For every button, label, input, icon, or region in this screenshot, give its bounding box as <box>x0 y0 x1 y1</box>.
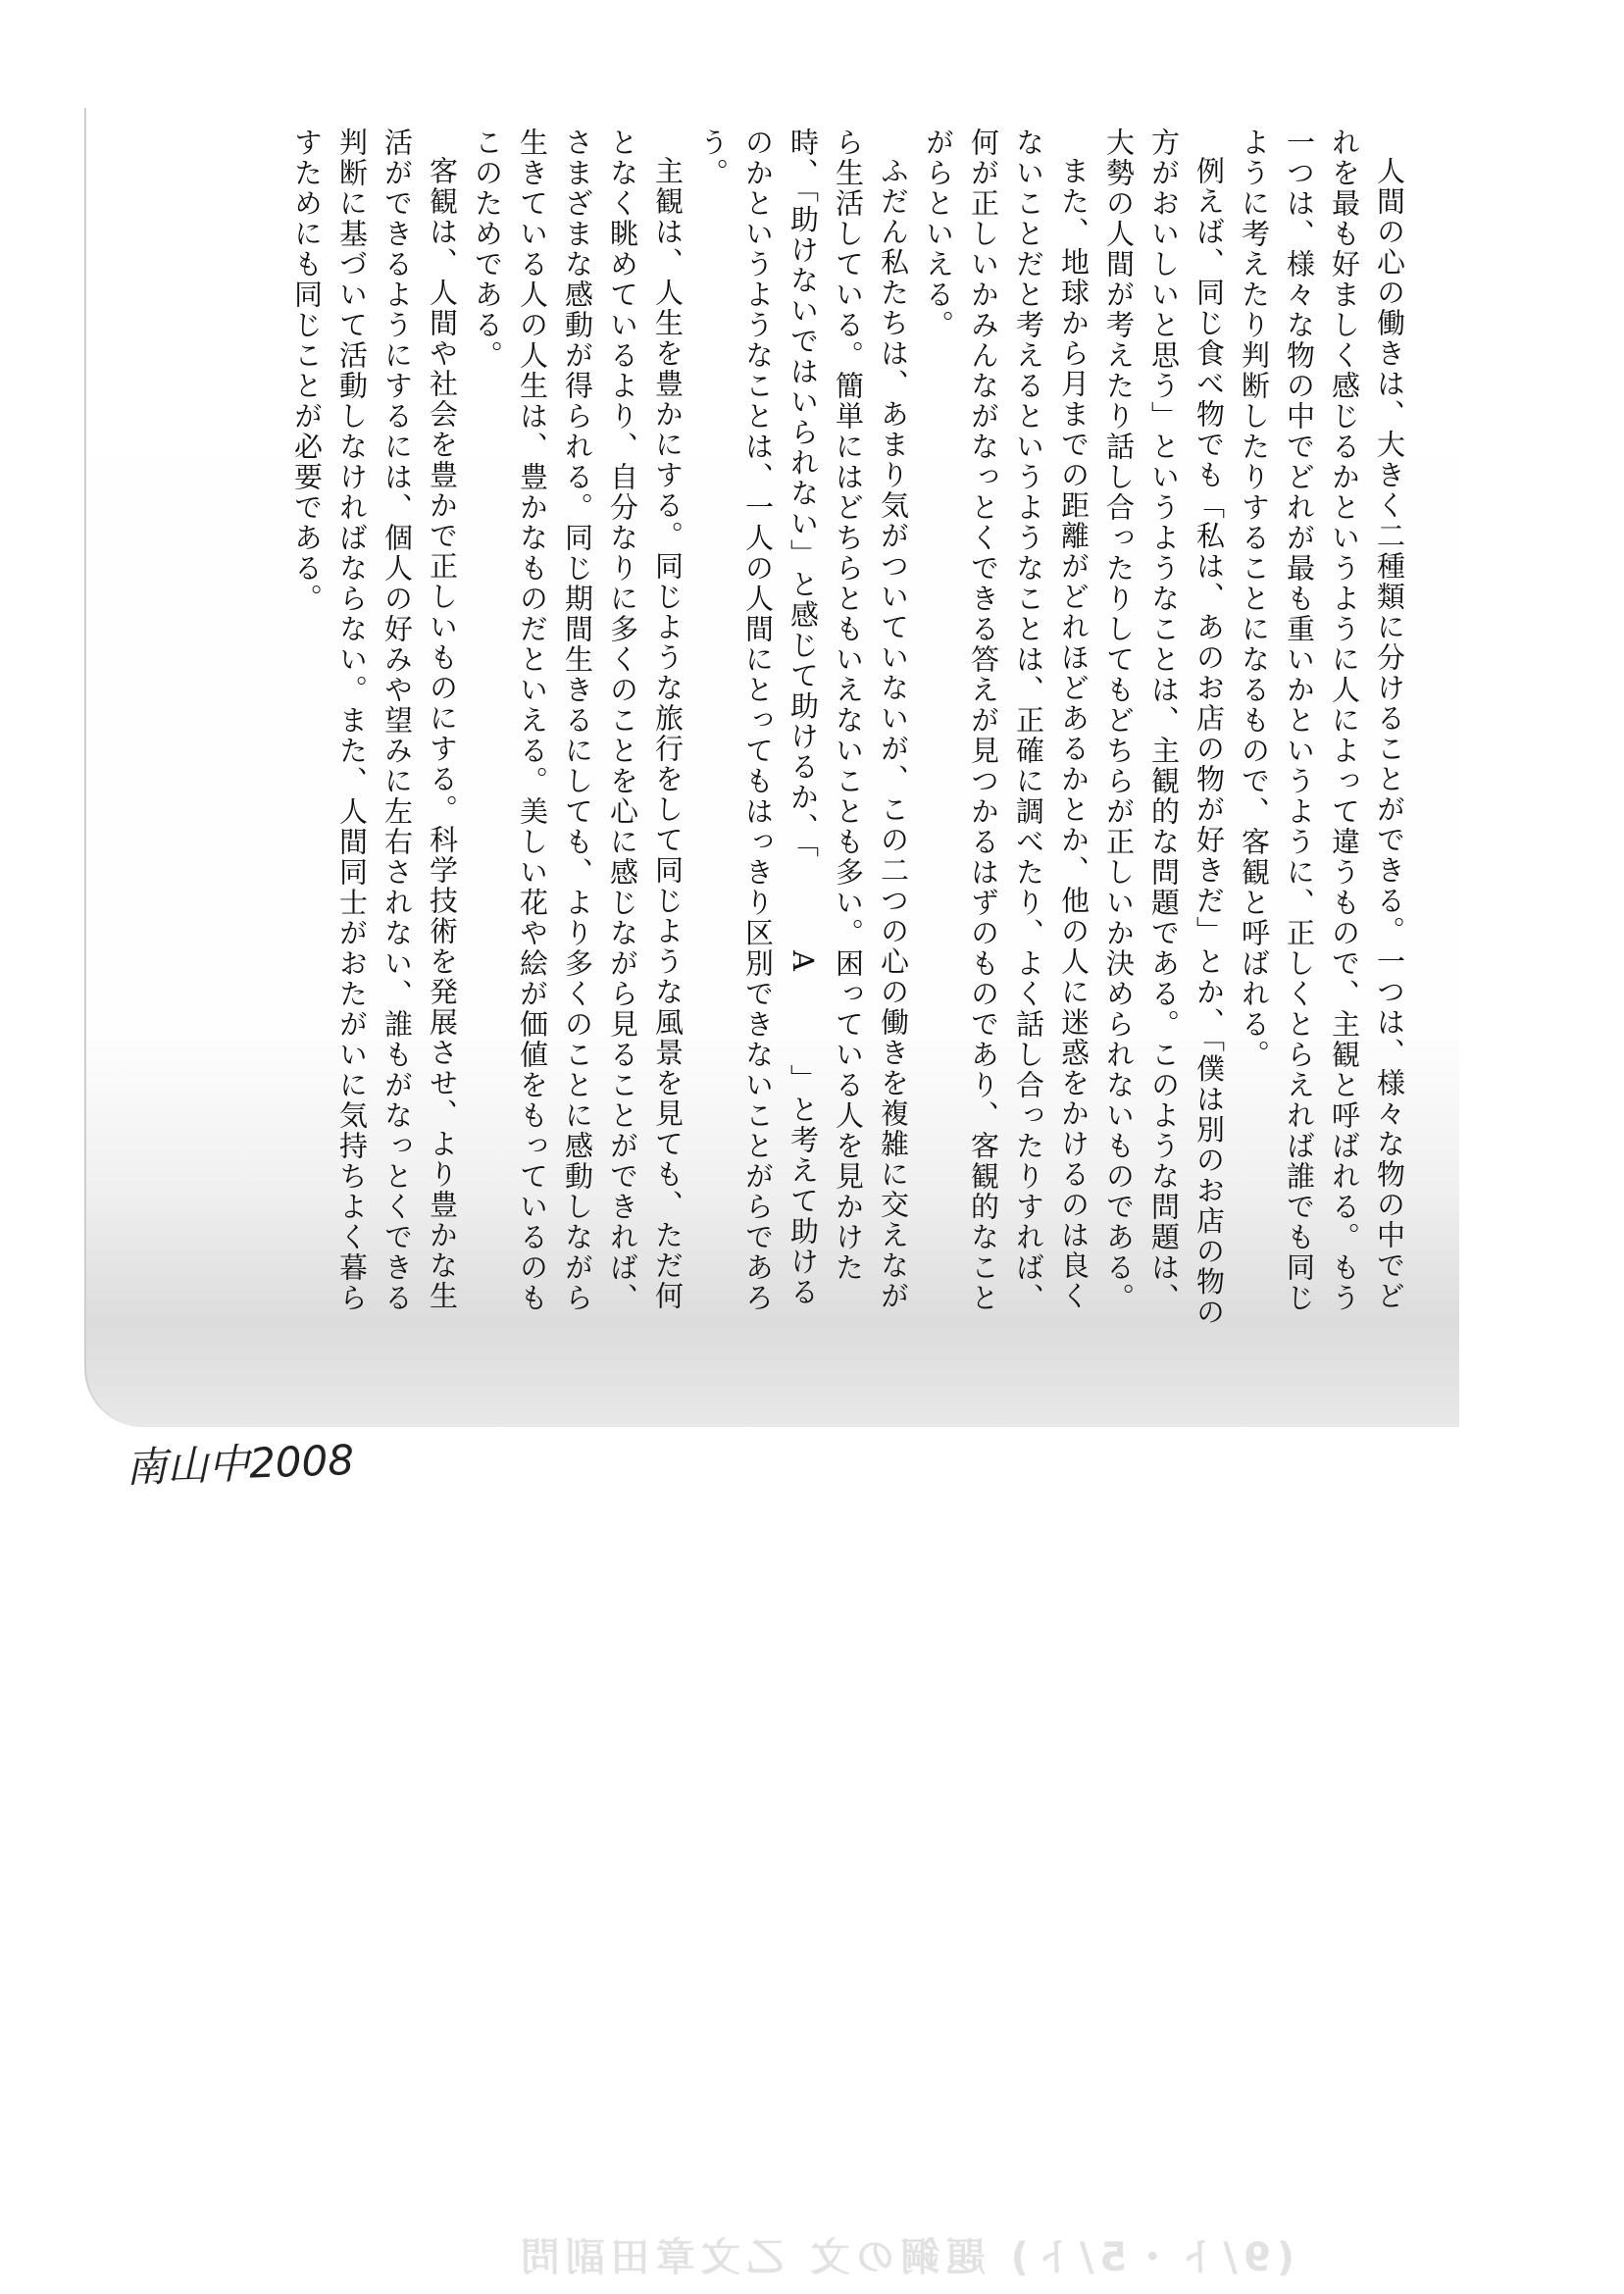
paragraph-1: 人間の心の働きは、大きく二種類に分けることができる。一つは、様々な物の中でどれを最も好ましく感じるかというように人によって違うもので、主観と呼ばれる。もう一つは、様々な物の中でどれが最も重いかというように、正しくとらえれば誰でも同じように考えたり判断したりすることになるもので、客観と呼ばれる。 <box>1238 127 1406 1313</box>
paragraph-6: 客観は、人間や社会を豊かで正しいものにする。科学技術を発展させ、より豊かな生活ができるようにするには、個人の好みや望みに左右されない、誰もがなっとくできる判断に基づいて活動しなければならない。また、人間同士がおたがいに気持ちよく暮らすためにも同じことが必要である。 <box>290 127 459 1313</box>
paragraph-2: 例えば、同じ食べ物でも「私は、あのお店の物が好きだ」とか、「僕は別のお店の物の方がおいしいと思う」というようなことは、主観的な問題である。このような問題は、大勢の人間が考えたり話し合ったりしてもどちらが正しいか決められないものである。 <box>1102 127 1226 1328</box>
handwritten-source-note: 南山中2008 <box>125 1435 355 1493</box>
paragraph-4: ふだん私たちは、あまり気がついていないが、この二つの心の働きを複雑に交えながら生活している。簡単にはどちらともいえないことも多い。困っている人を見かけた時、「助けないではいられない」と感じて助けるか、「 A 」と考えて助けるのかというようなことは、一人の人間にとってもはっきり区別できないことがらであろう。 <box>696 127 910 1313</box>
bleed-through-text <box>588 1402 1471 2187</box>
bleed-through-title: (9/ト・5/ト) 題鋼の文 乙文章田副問 <box>514 2235 1294 2280</box>
essay-text <box>98 127 1412 1334</box>
paragraph-5: 主観は、人生を豊かにする。同じような旅行をして同じような風景を見ても、ただ何となく眺めているより、自分なりに多くのことを心に感じながら見ることができれば、さまざまな感動が得られる。同じ期間生きるにしても、より多くのことに感動しながら生きている人の人生は、豊かなものだといえる。美しい花や絵が価値をもっているのもこのためである。 <box>471 127 685 1313</box>
paragraph-3: また、地球から月までの距離がどれほどあるかとか、他の人に迷惑をかけるのは良くないことだと考えるというようなことは、正確に調べたり、よく話し合ったりすれば、何が正しいかみんながなっとくできる答えが見つかるはずのものであり、客観的なことがらといえる。 <box>922 127 1091 1313</box>
